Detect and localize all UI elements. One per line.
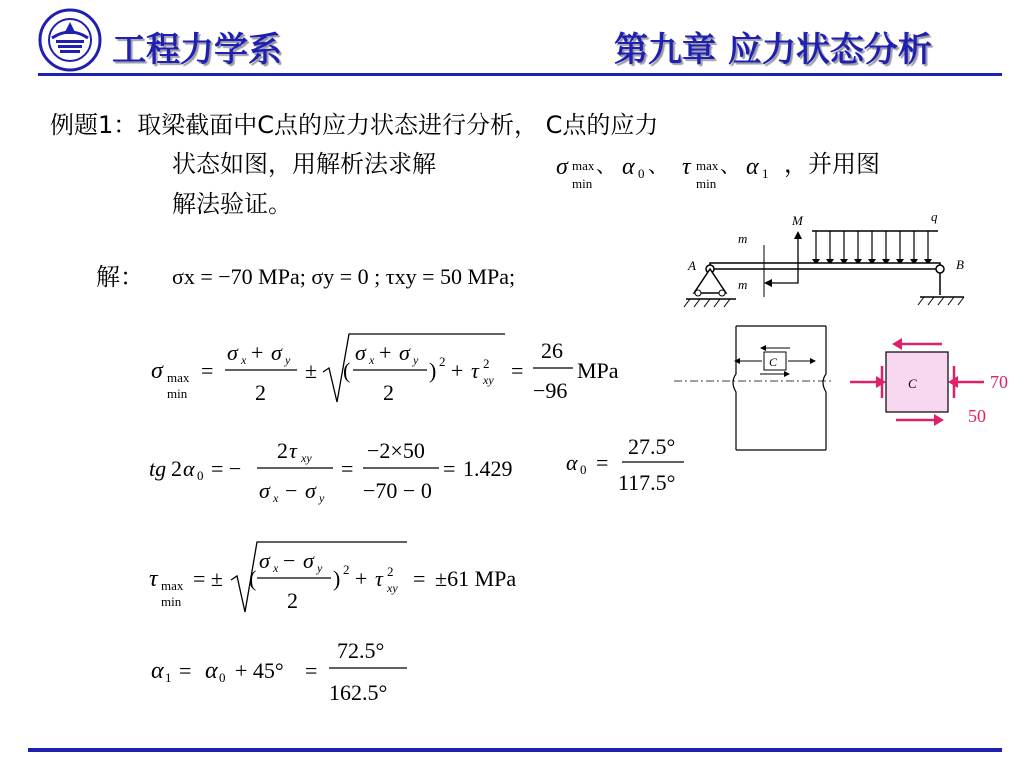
label-A: A: [688, 258, 696, 273]
svg-text:1: 1: [165, 670, 172, 685]
svg-text:σ: σ: [303, 548, 314, 573]
svg-text:= −: = −: [211, 456, 242, 481]
alpha0-value-2: 117.5°: [618, 470, 676, 495]
unit: MPa: [577, 358, 619, 383]
svg-text:τ: τ: [289, 438, 297, 463]
problem-line-1: 例题1：取梁截面中C点的应力状态进行分析， C点的应力: [50, 111, 659, 139]
svg-text:x: x: [273, 561, 279, 575]
given-values: σx = −70 MPa; σy = 0 ; τxy = 50 MPa;: [172, 264, 516, 289]
alpha0-value-1: 27.5°: [628, 434, 676, 459]
problem-line-2: 状态如图，用解析法求解: [172, 150, 436, 178]
svg-text:2: 2: [171, 456, 182, 481]
tg-alpha-equation: [145, 430, 535, 510]
beam-diagram: [680, 205, 970, 320]
svg-text:2: 2: [439, 354, 446, 369]
svg-text:y: y: [413, 353, 419, 367]
svg-text:、: 、: [648, 155, 668, 177]
svg-text:α: α: [622, 154, 635, 180]
department-title: 工程力学系: [112, 30, 282, 70]
svg-text:α: α: [151, 658, 164, 684]
svg-text:max: max: [696, 158, 719, 173]
svg-text:σ: σ: [271, 340, 282, 365]
svg-text:τ: τ: [149, 566, 158, 592]
stress-tau-label: 50: [968, 406, 986, 426]
svg-text:、: 、: [720, 155, 740, 177]
svg-text:min: min: [167, 386, 188, 401]
svg-text:α: α: [205, 658, 218, 684]
svg-text:=: =: [201, 358, 214, 383]
svg-text:σ: σ: [227, 340, 238, 365]
svg-text:σ: σ: [151, 358, 163, 384]
svg-text:τ: τ: [375, 566, 383, 591]
svg-text:2: 2: [383, 380, 394, 405]
svg-text:x: x: [273, 491, 279, 505]
svg-text:=: =: [443, 456, 456, 481]
logo-seal-icon: [38, 8, 102, 72]
svg-text:=: =: [511, 358, 524, 383]
element-label-C: C: [908, 376, 917, 391]
svg-text:−: −: [285, 478, 298, 503]
label-B: B: [956, 257, 964, 272]
sep: 、: [596, 155, 616, 177]
chapter-title: 第九章 应力状态分析: [614, 30, 932, 70]
svg-text:−: −: [283, 548, 296, 573]
svg-text:x: x: [241, 353, 247, 367]
svg-text:min: min: [161, 594, 182, 609]
svg-text:σ: σ: [399, 340, 410, 365]
problem-line-2-end: ，并用图: [784, 150, 880, 178]
svg-text:σ: σ: [355, 340, 366, 365]
label-q: q: [931, 209, 938, 224]
label-M: M: [792, 213, 803, 228]
alpha0-result: [562, 430, 692, 500]
svg-text:0: 0: [197, 468, 204, 483]
svg-text:τ: τ: [471, 358, 479, 383]
svg-text:+: +: [379, 340, 392, 365]
label-m-bottom: m: [738, 277, 748, 292]
stress-x-label: 70: [990, 372, 1008, 392]
problem-line-3: 解法验证。: [172, 190, 292, 218]
svg-text:σ: σ: [556, 154, 568, 180]
tg-value: 1.429: [463, 456, 513, 481]
svg-text:α: α: [566, 450, 578, 475]
section-diagram: [674, 322, 834, 454]
svg-text:α: α: [746, 154, 759, 180]
svg-text:= ±: = ±: [193, 566, 223, 591]
svg-text:y: y: [285, 353, 291, 367]
svg-text:tg: tg: [149, 456, 167, 481]
svg-text:max: max: [167, 370, 190, 385]
alpha1-value-1: 72.5°: [337, 638, 385, 663]
svg-text:): ): [333, 566, 341, 591]
university-logo: [38, 8, 102, 72]
svg-text:2: 2: [343, 562, 350, 577]
svg-text:=: =: [341, 456, 354, 481]
svg-text:max: max: [161, 578, 184, 593]
svg-text:σ: σ: [305, 478, 316, 503]
svg-text:+: +: [451, 358, 464, 383]
stress-element: [846, 332, 1020, 432]
svg-text:xy: xy: [387, 581, 398, 595]
svg-text:σ: σ: [259, 548, 270, 573]
svg-text:0: 0: [638, 166, 645, 181]
sigma-maxmin-equation: [145, 328, 635, 412]
header-divider: [38, 73, 1002, 76]
alpha1-equation: [145, 630, 415, 710]
section-label-C: C: [769, 355, 778, 369]
svg-text:2: 2: [287, 588, 298, 613]
svg-text:+: +: [251, 340, 264, 365]
sigma-max-value: 26: [541, 338, 563, 363]
svg-text:xy: xy: [301, 451, 312, 465]
svg-text:2: 2: [255, 380, 266, 405]
label-m-top: m: [738, 231, 748, 246]
svg-text:0: 0: [580, 462, 587, 477]
svg-text:x: x: [369, 353, 375, 367]
svg-text:2: 2: [387, 564, 394, 579]
svg-text:): ): [429, 358, 437, 383]
svg-text:σ: σ: [259, 478, 270, 503]
svg-text:α: α: [183, 456, 195, 481]
svg-text:=: =: [305, 658, 318, 683]
svg-text:min: min: [696, 176, 717, 191]
svg-text:τ: τ: [682, 154, 691, 180]
svg-text:=: =: [413, 566, 426, 591]
min-label: min: [572, 176, 593, 191]
svg-text:1: 1: [762, 166, 769, 181]
svg-text:±: ±: [305, 358, 318, 383]
svg-text:2: 2: [277, 438, 288, 463]
svg-text:(: (: [249, 566, 257, 591]
footer-divider: [28, 748, 1002, 752]
alpha1-value-2: 162.5°: [329, 680, 388, 705]
svg-text:y: y: [317, 561, 323, 575]
tau-value: ±61 MPa: [435, 566, 517, 591]
svg-text:=: =: [179, 658, 192, 683]
svg-text:+ 45°: + 45°: [235, 658, 284, 683]
sigma-min-value: −96: [533, 378, 568, 403]
svg-text:(: (: [343, 358, 351, 383]
svg-text:xy: xy: [483, 373, 494, 387]
svg-text:2: 2: [483, 356, 490, 371]
tg-denominator: −70 − 0: [363, 478, 432, 503]
max-label: max: [572, 158, 595, 173]
svg-text:0: 0: [219, 670, 226, 685]
tau-maxmin-equation: [145, 536, 545, 616]
svg-text:=: =: [596, 450, 609, 475]
solution-label: 解：: [96, 263, 144, 291]
svg-text:+: +: [355, 566, 368, 591]
tg-numerator: −2×50: [367, 438, 425, 463]
svg-text:y: y: [319, 491, 325, 505]
problem-symbols: [552, 148, 784, 194]
